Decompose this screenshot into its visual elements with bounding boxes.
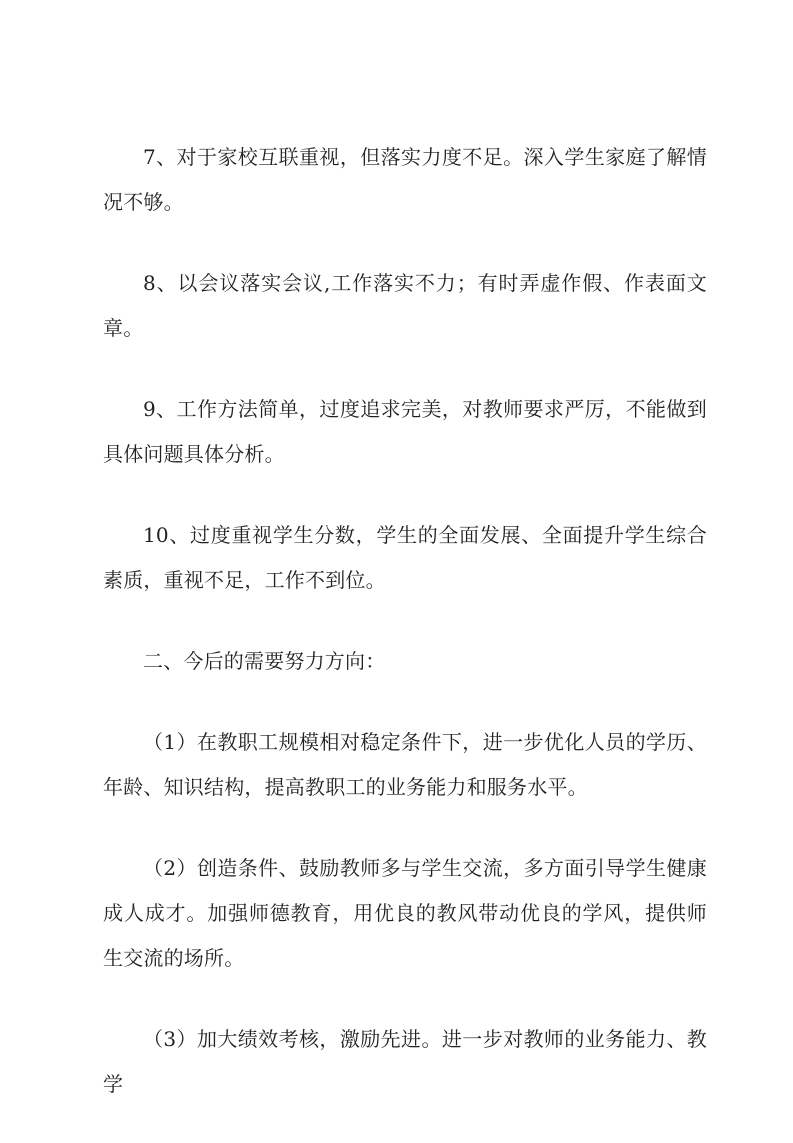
paragraph-issue-8: 8、以会议落实会议,工作落实不力；有时弄虚作假、作表面文章。 xyxy=(103,271,707,340)
paragraph-direction-3: （3）加大绩效考核，激励先进。进一步对教师的业务能力、教学 xyxy=(103,1027,707,1096)
paragraph-issue-9: 9、工作方法简单，过度追求完美，对教师要求严厉，不能做到具体问题具体分析。 xyxy=(103,397,707,466)
paragraph-direction-1: （1）在教职工规模相对稳定条件下，进一步优化人员的学历、年龄、知识结构，提高教职工的业务能力和服务水平。 xyxy=(103,730,707,799)
paragraph-direction-2: （2）创造条件、鼓励教师多与学生交流，多方面引导学生健康成人成才。加强师德教育，用优良的教风带动优良的学风，提供师生交流的场所。 xyxy=(103,856,707,970)
paragraph-issue-10: 10、过度重视学生分数，学生的全面发展、全面提升学生综合素质，重视不足，工作不到位。 xyxy=(103,523,707,592)
paragraph-issue-7: 7、对于家校互联重视，但落实力度不足。深入学生家庭了解情况不够。 xyxy=(103,145,707,214)
paragraph-section-heading-2: 二、今后的需要努力方向： xyxy=(143,649,386,673)
